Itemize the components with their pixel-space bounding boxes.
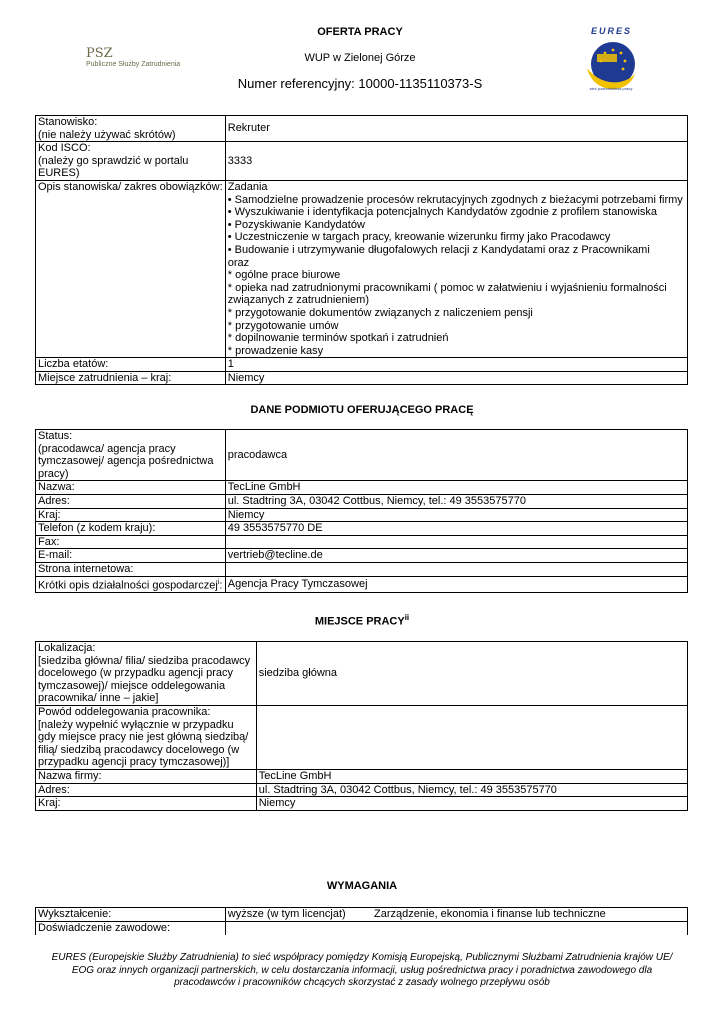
- opis-line: * przygotowanie umów: [227, 319, 339, 332]
- powod-value: [256, 705, 687, 769]
- requirements-table: [35, 907, 688, 935]
- status-value: pracodawca: [225, 430, 687, 481]
- opis-dzialalnosci-label: [36, 576, 226, 592]
- etaty-label: Liczba etatów:: [36, 358, 226, 372]
- miejsce-value: Niemcy: [225, 371, 687, 385]
- workplace-table: [35, 641, 688, 811]
- table-row: [36, 481, 688, 495]
- employer-table: [35, 429, 688, 593]
- workplace-section-title: [162, 613, 562, 628]
- psz-logo: [86, 46, 196, 68]
- table-row: [36, 921, 688, 935]
- opis-line: oraz: [227, 256, 250, 269]
- opis-line: • Budowanie i utrzymywanie długofalowych relacji z Kandydatami oraz z Pracownikami: [227, 243, 650, 256]
- etaty-value: 1: [225, 358, 687, 372]
- opis-line: * opieka nad zatrudnionymi pracownikami ( pomoc w załatwieniu i wyjaśnieniu formalności związanych z zatrudnieniem): [227, 281, 667, 307]
- opis-line: * prowadzenie kasy: [227, 344, 324, 357]
- table-row: [36, 797, 688, 811]
- wyksztalcenie-label: Wykształcenie:: [36, 908, 226, 922]
- table-row: [36, 705, 688, 769]
- table-row: [36, 494, 688, 508]
- adres-value: ul. Stadtring 3A, 03042 Cottbus, Niemcy, tel.: 49 3553575770: [225, 494, 687, 508]
- www-value: [225, 562, 687, 576]
- kraj-value: Niemcy: [225, 508, 687, 522]
- opis-line: * ogólne prace biurowe: [227, 269, 341, 282]
- opis-dzialalnosci-value: Agencja Pracy Tymczasowej: [225, 576, 687, 592]
- opis-dzialalnosci-text: Krótki opis działalności gospodarczej: [38, 579, 218, 592]
- table-row: [36, 371, 688, 385]
- table-row: [36, 430, 688, 481]
- opis-line: * dopilnowanie terminów spotkań i zatrudnień: [227, 332, 449, 345]
- wyksztalcenie-level: wyższe (w tym licencjat): [225, 908, 372, 922]
- lokalizacja-label: Lokalizacja: [siedziba główna/ filia/ siedziba pracodawcy docelowego (w przypadku agencji pracy tymczasowej)/ miejsce oddelegowania pracownika/ inne – jakie]: [36, 642, 257, 706]
- doswiadczenie-value: [225, 921, 687, 935]
- opis-line: • Pozyskiwanie Kandydatów: [227, 218, 365, 231]
- reference-number: Numer referencyjny: 10000-1135110373-S: [237, 76, 483, 91]
- table-row: [36, 908, 688, 922]
- document-title: OFERTA PRACY: [317, 26, 403, 38]
- kraj-label: Kraj:: [36, 797, 257, 811]
- firma-label: Nazwa firmy:: [36, 769, 257, 783]
- eures-logo: [583, 24, 639, 96]
- table-row: [36, 535, 688, 549]
- table-row: [36, 562, 688, 576]
- telefon-label: Telefon (z kodem kraju):: [36, 522, 226, 536]
- stanowisko-value: Rekruter: [225, 116, 687, 142]
- status-label: Status: (pracodawca/ agencja pracy tymczasowej/ agencja pośrednictwa pracy): [36, 430, 226, 481]
- table-row: [36, 142, 688, 181]
- table-row: [36, 358, 688, 372]
- nazwa-label: Nazwa:: [36, 481, 226, 495]
- colon: :: [219, 579, 223, 592]
- opis-label: Opis stanowiska/ zakres obowiązków:: [36, 180, 226, 357]
- isco-label: Kod ISCO: (należy go sprawdzić w portalu EURES): [36, 142, 226, 181]
- opis-value: [225, 180, 687, 357]
- table-row: [36, 508, 688, 522]
- eures-logo-text: EURES: [591, 26, 633, 36]
- email-value[interactable]: vertrieb@tecline.de: [225, 549, 687, 563]
- opis-line: • Wyszukiwanie i identyfikacja potencjalnych Kandydatów zgodnie z profilem stanowiska: [227, 206, 658, 219]
- table-row: [36, 549, 688, 563]
- workplace-title-text: MIEJSCE PRACY: [314, 615, 405, 628]
- footnote-marker: ii: [404, 613, 410, 622]
- nazwa-value: TecLine GmbH: [225, 481, 687, 495]
- fax-label: Fax:: [36, 535, 226, 549]
- stanowisko-label: Stanowisko: (nie należy używać skrótów): [36, 116, 226, 142]
- table-row: [36, 180, 688, 357]
- table-row: [36, 576, 688, 592]
- footnote-marker: i: [217, 578, 220, 586]
- eures-logo-small: sieć pośrednictwa pracy: [589, 86, 633, 91]
- office-name: WUP w Zielonej Górze: [304, 52, 416, 64]
- wyksztalcenie-field: Zarządzenie, ekonomia i finanse lub techniczne: [372, 908, 687, 922]
- firma-value: TecLine GmbH: [256, 769, 687, 783]
- email-label: E-mail:: [36, 549, 226, 563]
- psz-logo-sub: Publiczne Służby Zatrudnienia: [86, 61, 181, 68]
- psz-logo-main: PSZ: [86, 46, 113, 61]
- kraj-value: Niemcy: [256, 797, 687, 811]
- adres-label: Adres:: [36, 494, 226, 508]
- footer-note: EURES (Europejskie Służby Zatrudnienia) to sieć współpracy pomiędzy Komisją Europejską, Publicznymi Służbami Zatrudnienia krajów UE/ EOG oraz innych organizacji partnerskich, w celu dostarczania informacji, usług pośrednictwa pracy i poradnictwa zawodowego dla pracodawców i pracowników chcących skorzystać z zasady wolnego przepływu osób: [51, 952, 673, 988]
- requirements-section-title: WYMAGANIA: [326, 880, 398, 892]
- lokalizacja-value: siedziba główna: [256, 642, 687, 706]
- table-row: [36, 642, 688, 706]
- table-row: [36, 522, 688, 536]
- kraj-label: Kraj:: [36, 508, 226, 522]
- table-row: [36, 116, 688, 142]
- powod-label: Powód oddelegowania pracownika: [należy wypełnić wyłącznie w przypadku gdy miejsce pracy nie jest główną siedzibą/ filią/ siedzibą pracodawcy docelowego (w przypadku agencji pracy tymczasowej)]: [36, 705, 257, 769]
- doswiadczenie-label: Doświadczenie zawodowe:: [36, 921, 226, 935]
- opis-line: • Uczestniczenie w targach pracy, kreowanie wizerunku firmy jako Pracodawcy: [227, 231, 611, 244]
- miejsce-label: Miejsce zatrudnienia – kraj:: [36, 371, 226, 385]
- table-row: [36, 769, 688, 783]
- opis-line: • Samodzielne prowadzenie procesów rekrutacyjnych zgodnych z bieżacymi potrzebami firmy: [227, 193, 683, 206]
- fax-value: [225, 535, 687, 549]
- job-table: [35, 115, 688, 385]
- employer-section-title: DANE PODMIOTU OFERUJĄCEGO PRACĘ: [250, 404, 474, 416]
- opis-line: Zadania: [227, 180, 268, 193]
- adres-value: ul. Stadtring 3A, 03042 Cottbus, Niemcy, tel.: 49 3553575770: [256, 783, 687, 797]
- table-row: [36, 783, 688, 797]
- opis-line: * przygotowanie dokumentów związanych z naliczeniem pensji: [227, 306, 533, 319]
- adres-label: Adres:: [36, 783, 257, 797]
- isco-value: 3333: [225, 142, 687, 181]
- telefon-value: 49 3553575770 DE: [225, 522, 687, 536]
- www-label: Strona internetowa:: [36, 562, 226, 576]
